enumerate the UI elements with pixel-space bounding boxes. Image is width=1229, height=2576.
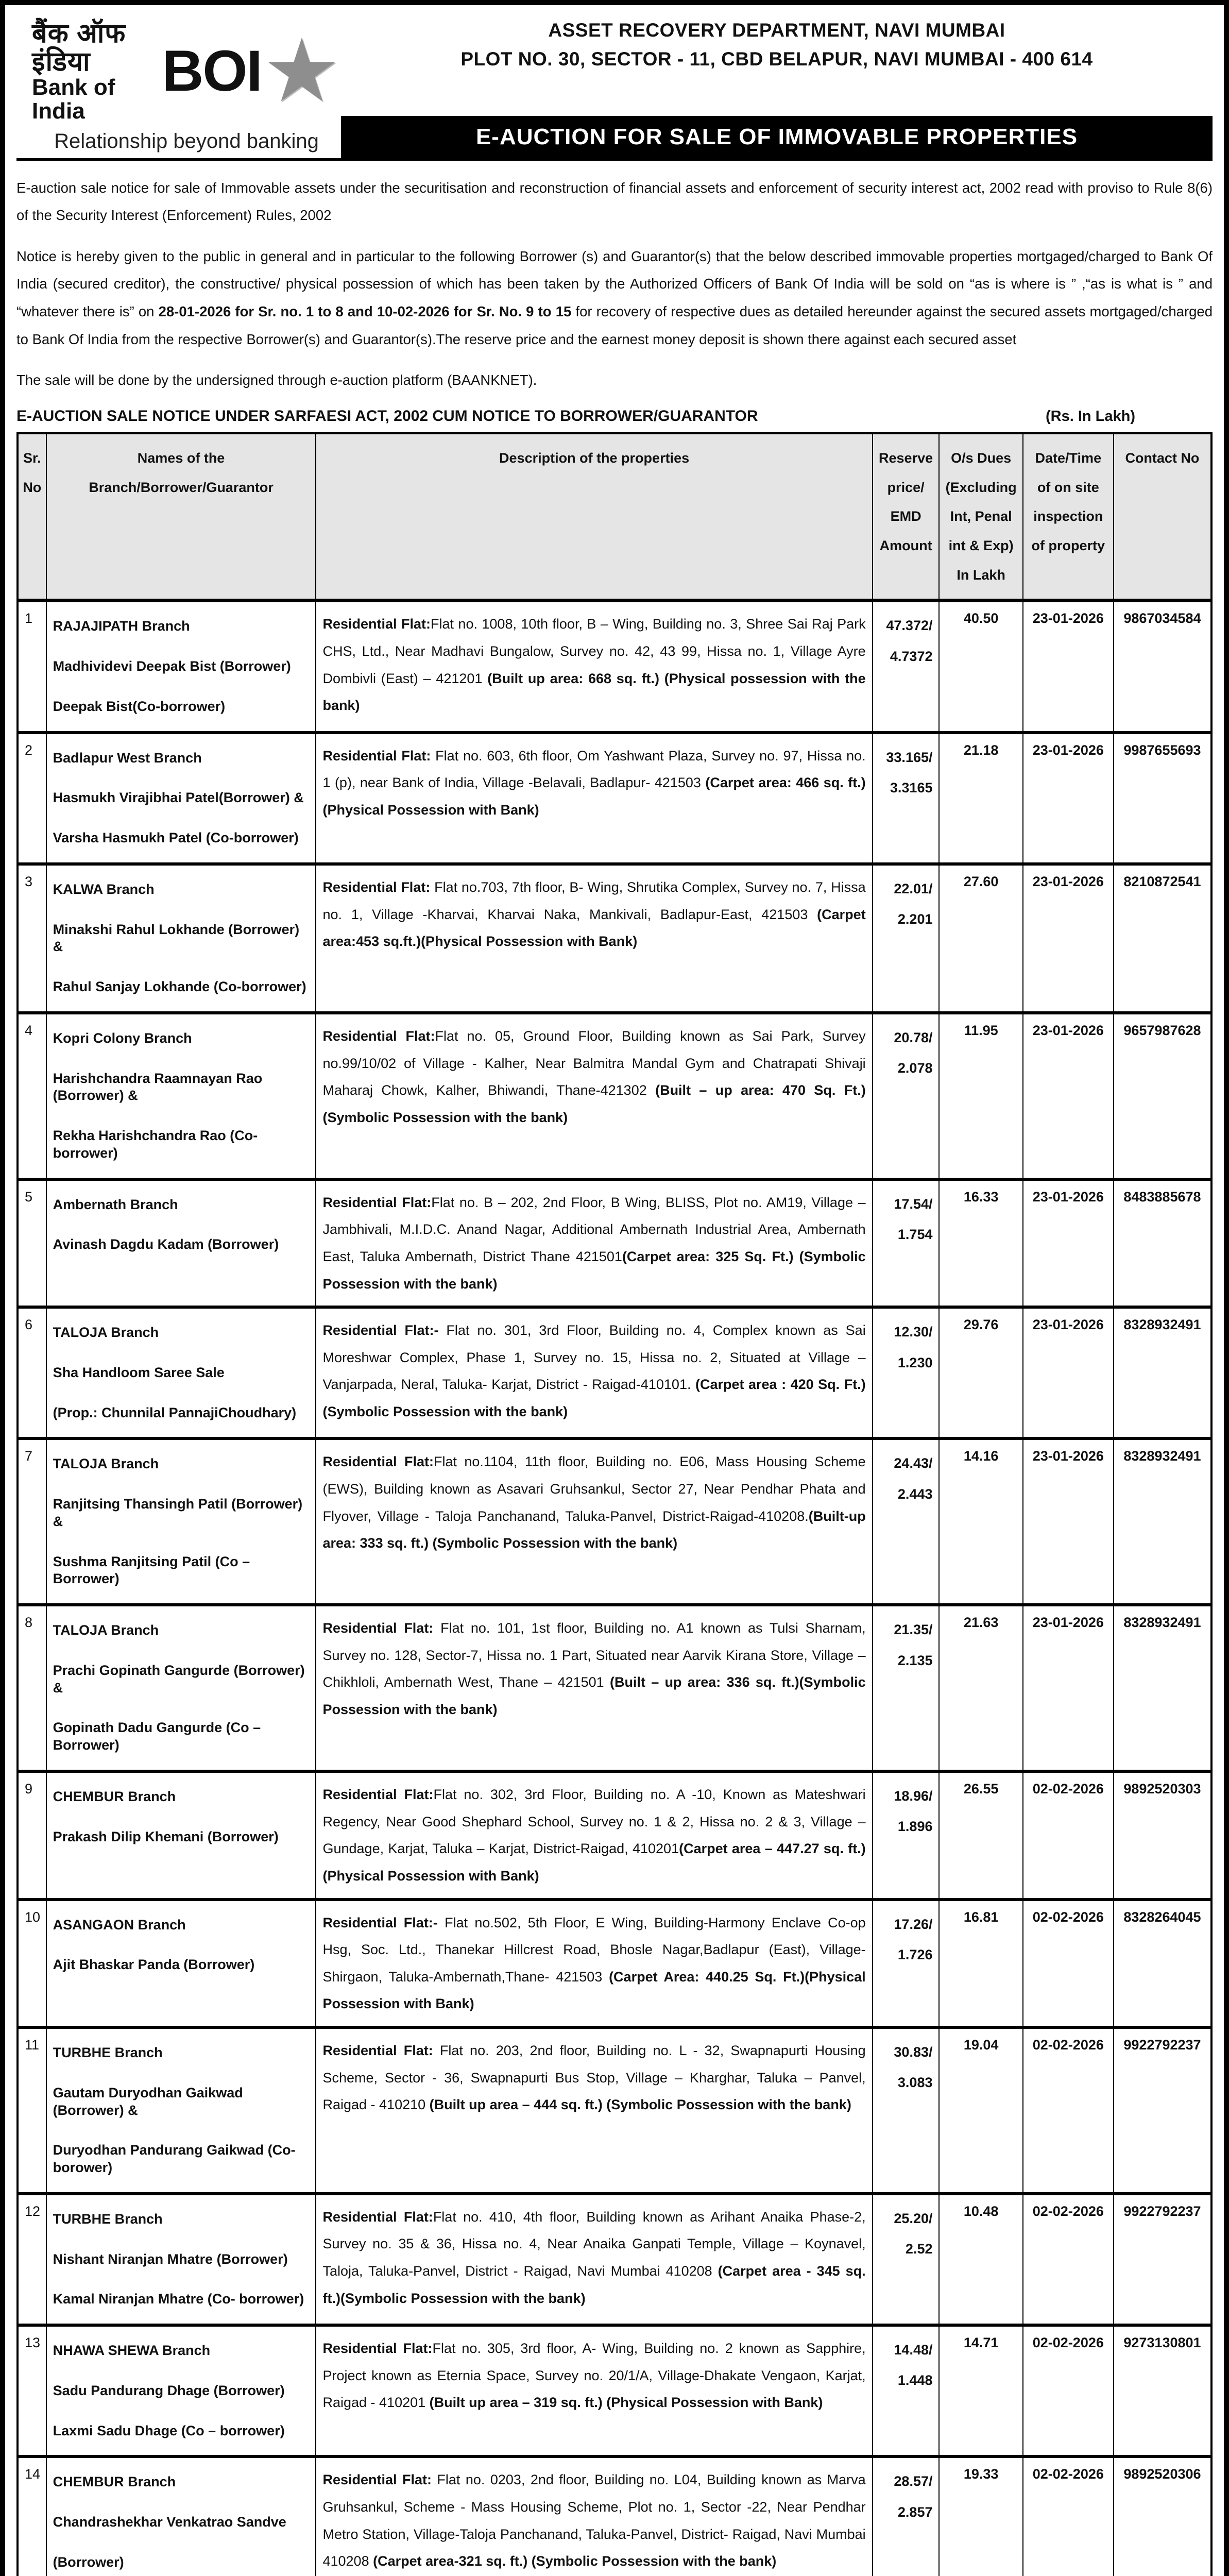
cell-sr-no: 10 <box>18 1900 46 2028</box>
cell-property-description: Residential Flat:Flat no. 410, 4th floor, Building known as Arihant Anaika Phase-2, Survey no. 35 & 36, Hissa no. 4, Near Anaika Ganpati Temple, Village – Koynavel, Taloja, Taluka-Panvel, District - Raigad, Navi Mumbai 410208 (Carpet area - 345 sq. ft.)(Symbolic Possession with the bank) <box>316 2194 872 2325</box>
cell-branch-borrower <box>46 601 316 733</box>
cell-property-description: Residential Flat:Flat no. 305, 3rd floor, A- Wing, Building no. 2 known as Sapphire, Project known as Eternia Space, Survey no. 20/1/A, Village-Dhakate Vengaon, Karjat, Raigad - 410201 (Built up area – 319 sq. ft.) (Physical Possession with Bank) <box>316 2325 872 2456</box>
cell-reserve-emd: 47.372/ 4.7372 <box>873 601 940 733</box>
cell-contact-no: 9657987628 <box>1114 1013 1211 1179</box>
auction-banner-title: E-AUCTION FOR SALE OF IMMOVABLE PROPERTIES <box>341 116 1213 158</box>
cell-inspection-date: 23-01-2026 <box>1023 601 1114 733</box>
name-line: NHAWA SHEWA Branch <box>53 2343 211 2359</box>
star-icon: ★ <box>262 22 341 121</box>
cell-inspection-date: 02-02-2026 <box>1023 1900 1114 2028</box>
name-line: Laxmi Sadu Dhage (Co – borrower) <box>53 2422 285 2438</box>
table-row <box>18 733 1211 864</box>
intro-para-3: The sale will be done by the undersigned through e-auction platform (BAANKNET). <box>16 372 537 388</box>
name-line: TALOJA Branch <box>53 1622 159 1638</box>
cell-branch-borrower <box>46 2456 316 2576</box>
cell-contact-no: 9922792237 <box>1114 2027 1211 2194</box>
cell-reserve-emd: 17.26/ 1.726 <box>873 1900 940 2028</box>
unit-note: (Rs. In Lakh) <box>1045 408 1135 425</box>
cell-inspection-date: 02-02-2026 <box>1023 2325 1114 2456</box>
cell-property-description: Residential Flat: Flat no. 0203, 2nd floor, Building no. L04, Building known as Marva Gruhsankul, Scheme - Mass Housing Scheme, Plot no. 1, Sector -22, Near Pendhar Metro Station, Village-Taloja Panchanand, Taluka-Panvel, District- Raigad, Navi Mumbai 410208 (Carpet area-321 sq. ft.) (Symbolic Possession with the bank) <box>316 2456 872 2576</box>
cell-outstanding-dues: 11.95 <box>939 1013 1022 1179</box>
bank-logo <box>16 12 341 158</box>
cell-property-description: Residential Flat:- Flat no. 301, 3rd Floor, Building no. 4, Complex known as Sai Moreshwar Complex, Phase 1, Survey no. 15, Hissa no. 2, Situated at Village – Vanjarpada, Neral, Taluka- Karjat, District - Raigad-410101. (Carpet area : 420 Sq. Ft.)(Symbolic Possession with the bank) <box>316 1307 872 1438</box>
name-line: Hasmukh Virajibhai Patel(Borrower) & <box>53 790 304 806</box>
cell-contact-no: 9892520306 <box>1114 2456 1211 2576</box>
column-header-5: Date/Time of on site inspection of property <box>1023 433 1114 601</box>
cell-contact-no: 9987655693 <box>1114 733 1211 864</box>
cell-outstanding-dues: 26.55 <box>939 1771 1022 1900</box>
cell-inspection-date: 02-02-2026 <box>1023 2027 1114 2194</box>
name-line: CHEMBUR Branch <box>53 2474 176 2490</box>
table-row <box>18 2194 1211 2325</box>
cell-sr-no: 11 <box>18 2027 46 2194</box>
name-line: TALOJA Branch <box>53 1456 159 1472</box>
table-row <box>18 1179 1211 1308</box>
cell-contact-no: 8328264045 <box>1114 1900 1211 2028</box>
header <box>16 8 1213 161</box>
name-line: Harishchandra Raamnayan Rao (Borrower) & <box>53 1070 263 1104</box>
cell-inspection-date: 23-01-2026 <box>1023 1605 1114 1771</box>
bank-name-english: Bank of India <box>32 75 115 124</box>
cell-branch-borrower <box>46 1013 316 1179</box>
cell-property-description: Residential Flat: Flat no. 603, 6th floor, Om Yashwant Plaza, Survey no. 97, Hissa no. 1 (p), near Bank of India, Village -Belavali, Badlapur- 421503 (Carpet area: 466 sq. ft.) (Physical Possession with Bank) <box>316 733 872 864</box>
cell-sr-no: 2 <box>18 733 46 864</box>
cell-inspection-date: 23-01-2026 <box>1023 1013 1114 1179</box>
cell-reserve-emd: 14.48/ 1.448 <box>873 2325 940 2456</box>
name-line: Gautam Duryodhan Gaikwad (Borrower) & <box>53 2084 243 2118</box>
auction-table-body <box>18 601 1211 2576</box>
cell-property-description: Residential Flat: Flat no.703, 7th floor, B- Wing, Shrutika Complex, Survey no. 7, Hissa no. 1, Village -Kharvai, Kharvai Naka, Mankivali, Badlapur-East, 421503 (Carpet area:453 sq.ft.)(Physical Possession with Bank) <box>316 864 872 1013</box>
name-line: (Prop.: Chunnilal PannajiChoudhary) <box>53 1404 297 1420</box>
cell-sr-no: 5 <box>18 1179 46 1308</box>
cell-inspection-date: 23-01-2026 <box>1023 1438 1114 1605</box>
cell-reserve-emd: 30.83/ 3.083 <box>873 2027 940 2194</box>
cell-sr-no: 6 <box>18 1307 46 1438</box>
cell-inspection-date: 23-01-2026 <box>1023 864 1114 1013</box>
cell-reserve-emd: 33.165/ 3.3165 <box>873 733 940 864</box>
table-row <box>18 1900 1211 2028</box>
bank-tagline: Relationship beyond banking <box>54 129 319 152</box>
name-line: RAJAJIPATH Branch <box>53 618 190 634</box>
name-line: Varsha Hasmukh Patel (Co-borrower) <box>53 830 299 846</box>
cell-branch-borrower <box>46 733 316 864</box>
cell-branch-borrower <box>46 1771 316 1900</box>
cell-property-description: Residential Flat:Flat no.1104, 11th floor, Building no. E06, Mass Housing Scheme (EWS), Building known as Asavari Gruhsankul, Sector 27, Near Pendhar Phata and Flyover, Village - Taloja Panchanand, Taluka-Panvel, District-Raigad-410208.(Built-up area: 333 sq. ft.) (Symbolic Possession with the bank) <box>316 1438 872 1605</box>
column-header-0: Sr. No <box>18 433 46 601</box>
cell-reserve-emd: 28.57/ 2.857 <box>873 2456 940 2576</box>
cell-branch-borrower <box>46 1438 316 1605</box>
cell-reserve-emd: 20.78/ 2.078 <box>873 1013 940 1179</box>
cell-property-description: Residential Flat:Flat no. B – 202, 2nd Floor, B Wing, BLISS, Plot no. AM19, Village – Jambhivali, M.I.D.C. Anand Nagar, Additional Ambernath Industrial Area, Ambernath East, Taluka Ambernath, District Thane 421501(Carpet area: 325 Sq. Ft.) (Symbolic Possession with the bank) <box>316 1179 872 1308</box>
cell-outstanding-dues: 27.60 <box>939 864 1022 1013</box>
cell-sr-no: 9 <box>18 1771 46 1900</box>
cell-property-description: Residential Flat: Flat no. 101, 1st floor, Building no. A1 known as Tulsi Sharnam, Survey no. 128, Sector-7, Hissa no. 1 Part, Situated near Aarvik Kirana Store, Village – Chikhloli, Ambernath West, Thane – 421501 (Built – up area: 336 sq. ft.)(Symbolic Possession with the bank) <box>316 1605 872 1771</box>
cell-outstanding-dues: 40.50 <box>939 601 1022 733</box>
cell-sr-no: 14 <box>18 2456 46 2576</box>
cell-inspection-date: 23-01-2026 <box>1023 733 1114 864</box>
intro-para-1: E-auction sale notice for sale of Immovable assets under the securitisation and reconstruction of financial assets and enforcement of security interest act, 2002 read with proviso to Rule 8(6) of the Security Interest (Enforcement) Rules, 2002 <box>16 179 1213 224</box>
cell-sr-no: 4 <box>18 1013 46 1179</box>
cell-branch-borrower <box>46 2027 316 2194</box>
cell-sr-no: 1 <box>18 601 46 733</box>
cell-outstanding-dues: 10.48 <box>939 2194 1022 2325</box>
cell-sr-no: 8 <box>18 1605 46 1771</box>
name-line: Prachi Gopinath Gangurde (Borrower) & <box>53 1662 305 1696</box>
cell-inspection-date: 23-01-2026 <box>1023 1179 1114 1308</box>
cell-contact-no: 8328932491 <box>1114 1438 1211 1605</box>
name-line: Ambernath Branch <box>53 1196 178 1212</box>
name-line: Kopri Colony Branch <box>53 1030 192 1046</box>
cell-branch-borrower <box>46 1307 316 1438</box>
column-header-3: Reserve price/ EMD Amount <box>873 433 940 601</box>
cell-branch-borrower <box>46 2325 316 2456</box>
cell-sr-no: 12 <box>18 2194 46 2325</box>
name-line: Nishant Niranjan Mhatre (Borrower) <box>53 2251 288 2267</box>
cell-contact-no: 8328932491 <box>1114 1307 1211 1438</box>
bank-abbr: BOI <box>162 39 262 104</box>
cell-reserve-emd: 22.01/ 2.201 <box>873 864 940 1013</box>
name-line: Sha Handloom Saree Sale <box>53 1364 225 1380</box>
cell-reserve-emd: 18.96/ 1.896 <box>873 1771 940 1900</box>
name-line: Deepak Bist(Co-borrower) <box>53 698 226 714</box>
name-line: TURBHE Branch <box>53 2211 163 2227</box>
address-line: PLOT NO. 30, SECTOR - 11, CBD BELAPUR, NAVI MUMBAI - 400 614 <box>460 48 1093 70</box>
sale-notice-heading: E-AUCTION SALE NOTICE UNDER SARFAESI ACT, 2002 CUM NOTICE TO BORROWER/GUARANTOR <box>16 407 758 425</box>
table-heading-row <box>16 408 1213 425</box>
table-row <box>18 1013 1211 1179</box>
cell-property-description: Residential Flat:Flat no. 1008, 10th floor, B – Wing, Building no. 3, Shree Sai Raj Park CHS, Ltd., Near Madhavi Bungalow, Survey no. 42, 43 99, Hissa no. 1, Village Ayre Dombivli (East) – 421201 (Built up area: 668 sq. ft.) (Physical possession with the bank) <box>316 601 872 733</box>
name-line: CHEMBUR Branch <box>53 1788 176 1804</box>
table-row <box>18 1771 1211 1900</box>
name-line: Sadu Pandurang Dhage (Borrower) <box>53 2382 285 2398</box>
cell-outstanding-dues: 14.16 <box>939 1438 1022 1605</box>
table-row <box>18 864 1211 1013</box>
cell-property-description: Residential Flat: Flat no. 203, 2nd floor, Building no. L - 32, Swapnapurti Housing Scheme, Sector - 36, Swapnapurti Bus Stop, Village – Kharghar, Taluka – Panvel, Raigad - 410210 (Built up area – 444 sq. ft.) (Symbolic Possession with the bank) <box>316 2027 872 2194</box>
cell-outstanding-dues: 16.81 <box>939 1900 1022 2028</box>
name-line: Rekha Harishchandra Rao (Co-borrower) <box>53 1128 258 1161</box>
auction-dates: 28-01-2026 for Sr. no. 1 to 8 and 10-02-2026 for Sr. No. 9 to 15 <box>158 303 572 320</box>
cell-inspection-date: 23-01-2026 <box>1023 1307 1114 1438</box>
cell-contact-no: 9273130801 <box>1114 2325 1211 2456</box>
cell-reserve-emd: 12.30/ 1.230 <box>873 1307 940 1438</box>
cell-property-description: Residential Flat:- Flat no.502, 5th Floor, E Wing, Building-Harmony Enclave Co-op Hsg, Soc. Ltd., Thanekar Hillcrest Road, Bhosle Nagar,Badlapur (East), Village-Shirgaon, Taluka-Ambernath,Thane- 421503 (Carpet Area: 440.25 Sq. Ft.)(Physical Possession with Bank) <box>316 1900 872 2028</box>
cell-sr-no: 7 <box>18 1438 46 1605</box>
name-line: Minakshi Rahul Lokhande (Borrower) & <box>53 921 300 955</box>
name-line: Rahul Sanjay Lokhande (Co-borrower) <box>53 979 306 995</box>
name-line: Sushma Ranjitsing Patil (Co – Borrower) <box>53 1553 250 1587</box>
column-header-1: Names of the Branch/Borrower/Guarantor <box>46 433 316 601</box>
auction-table <box>16 432 1213 2576</box>
column-header-2: Description of the properties <box>316 433 872 601</box>
cell-inspection-date: 02-02-2026 <box>1023 1771 1114 1900</box>
cell-property-description: Residential Flat:Flat no. 05, Ground Floor, Building known as Sai Park, Survey no.99/10/02 of Village - Kalher, Near Balmitra Mandal Gym and Chatrapati Shivaji Maharaj Chowk, Kalher, Bhiwandi, Thane-421302 (Built – up area: 470 Sq. Ft.) (Symbolic Possession with the bank) <box>316 1013 872 1179</box>
name-line: TALOJA Branch <box>53 1325 159 1341</box>
column-header-6: Contact No <box>1114 433 1211 601</box>
cell-contact-no: 9892520303 <box>1114 1771 1211 1900</box>
name-line: (Borrower) <box>53 2554 124 2570</box>
cell-sr-no: 13 <box>18 2325 46 2456</box>
table-row <box>18 1605 1211 1771</box>
table-row <box>18 601 1211 733</box>
name-line: Duryodhan Pandurang Gaikwad (Co-borower) <box>53 2142 296 2176</box>
name-line: TURBHE Branch <box>53 2045 163 2061</box>
table-row <box>18 2027 1211 2194</box>
intro-para-2: Notice is hereby given to the public in general and in particular to the following Borrower (s) and Guarantor(s) that the below described immovable properties mortgaged/charged to Bank Of India (secured creditor), the constructive/ physical possession of which has been taken by the Authorized Officers of Bank Of India will be sold on “as is where is ” ,“as is what is ” and “whatever there is” on 28-01-2026 for Sr. no. 1 to 8 and 10-02-2026 for Sr. No. 9 to 15 for recovery of respective dues as detailed hereunder against the secured assets mortgaged/charged to Bank Of India from the respective Borrower(s) and Guarantor(s).The reserve price and the earnest money deposit is shown there against each secured asset <box>16 248 1213 347</box>
cell-outstanding-dues: 19.04 <box>939 2027 1022 2194</box>
department-line: ASSET RECOVERY DEPARTMENT, NAVI MUMBAI <box>548 20 1005 41</box>
name-line: Kamal Niranjan Mhatre (Co- borrower) <box>53 2291 304 2307</box>
cell-property-description: Residential Flat:Flat no. 302, 3rd Floor, Building no. A -10, Known as Mateshwari Regency, Near Good Shephard School, Survey no. 1 & 2, Hissa no. 2 & 3, Village – Gundage, Karjat, Taluka – Karjat, District-Raigad, 410201(Carpet area – 447.27 sq. ft.)(Physical Possession with Bank) <box>316 1771 872 1900</box>
auction-table-header <box>18 433 1211 601</box>
name-line: Badlapur West Branch <box>53 750 202 766</box>
table-row <box>18 1438 1211 1605</box>
cell-reserve-emd: 21.35/ 2.135 <box>873 1605 940 1771</box>
table-row <box>18 2456 1211 2576</box>
table-row <box>18 2325 1211 2456</box>
table-row <box>18 1307 1211 1438</box>
name-line: KALWA Branch <box>53 881 155 897</box>
cell-contact-no: 9922792237 <box>1114 2194 1211 2325</box>
name-line: Madhividevi Deepak Bist (Borrower) <box>53 658 291 674</box>
name-line: Ranjitsing Thansingh Patil (Borrower) & <box>53 1496 303 1529</box>
cell-reserve-emd: 17.54/ 1.754 <box>873 1179 940 1308</box>
cell-contact-no: 8483885678 <box>1114 1179 1211 1308</box>
cell-outstanding-dues: 14.71 <box>939 2325 1022 2456</box>
cell-outstanding-dues: 19.33 <box>939 2456 1022 2576</box>
cell-outstanding-dues: 21.18 <box>939 733 1022 864</box>
name-line: Gopinath Dadu Gangurde (Co – Borrower) <box>53 1720 261 1753</box>
cell-outstanding-dues: 16.33 <box>939 1179 1022 1308</box>
name-line: Ajit Bhaskar Panda (Borrower) <box>53 1957 255 1973</box>
cell-reserve-emd: 25.20/ 2.52 <box>873 2194 940 2325</box>
cell-contact-no: 8328932491 <box>1114 1605 1211 1771</box>
cell-branch-borrower <box>46 864 316 1013</box>
cell-contact-no: 9867034584 <box>1114 601 1211 733</box>
cell-outstanding-dues: 21.63 <box>939 1605 1022 1771</box>
column-header-4: O/s Dues (Excluding Int, Penal int & Exp) In Lakh <box>939 433 1022 601</box>
cell-branch-borrower <box>46 1900 316 2028</box>
cell-sr-no: 3 <box>18 864 46 1013</box>
cell-outstanding-dues: 29.76 <box>939 1307 1022 1438</box>
cell-branch-borrower <box>46 1179 316 1308</box>
cell-inspection-date: 02-02-2026 <box>1023 2194 1114 2325</box>
name-line: Avinash Dagdu Kadam (Borrower) <box>53 1236 279 1252</box>
cell-branch-borrower <box>46 2194 316 2325</box>
cell-reserve-emd: 24.43/ 2.443 <box>873 1438 940 1605</box>
bank-name-hindi: बैंक ऑफ इंडिया <box>32 19 126 77</box>
cell-contact-no: 8210872541 <box>1114 864 1211 1013</box>
intro-section <box>16 174 1213 394</box>
cell-inspection-date: 02-02-2026 <box>1023 2456 1114 2576</box>
name-line: ASANGAON Branch <box>53 1917 186 1933</box>
name-line: Chandrashekhar Venkatrao Sandve <box>53 2514 286 2530</box>
name-line: Prakash Dilip Khemani (Borrower) <box>53 1828 279 1844</box>
cell-branch-borrower <box>46 1605 316 1771</box>
